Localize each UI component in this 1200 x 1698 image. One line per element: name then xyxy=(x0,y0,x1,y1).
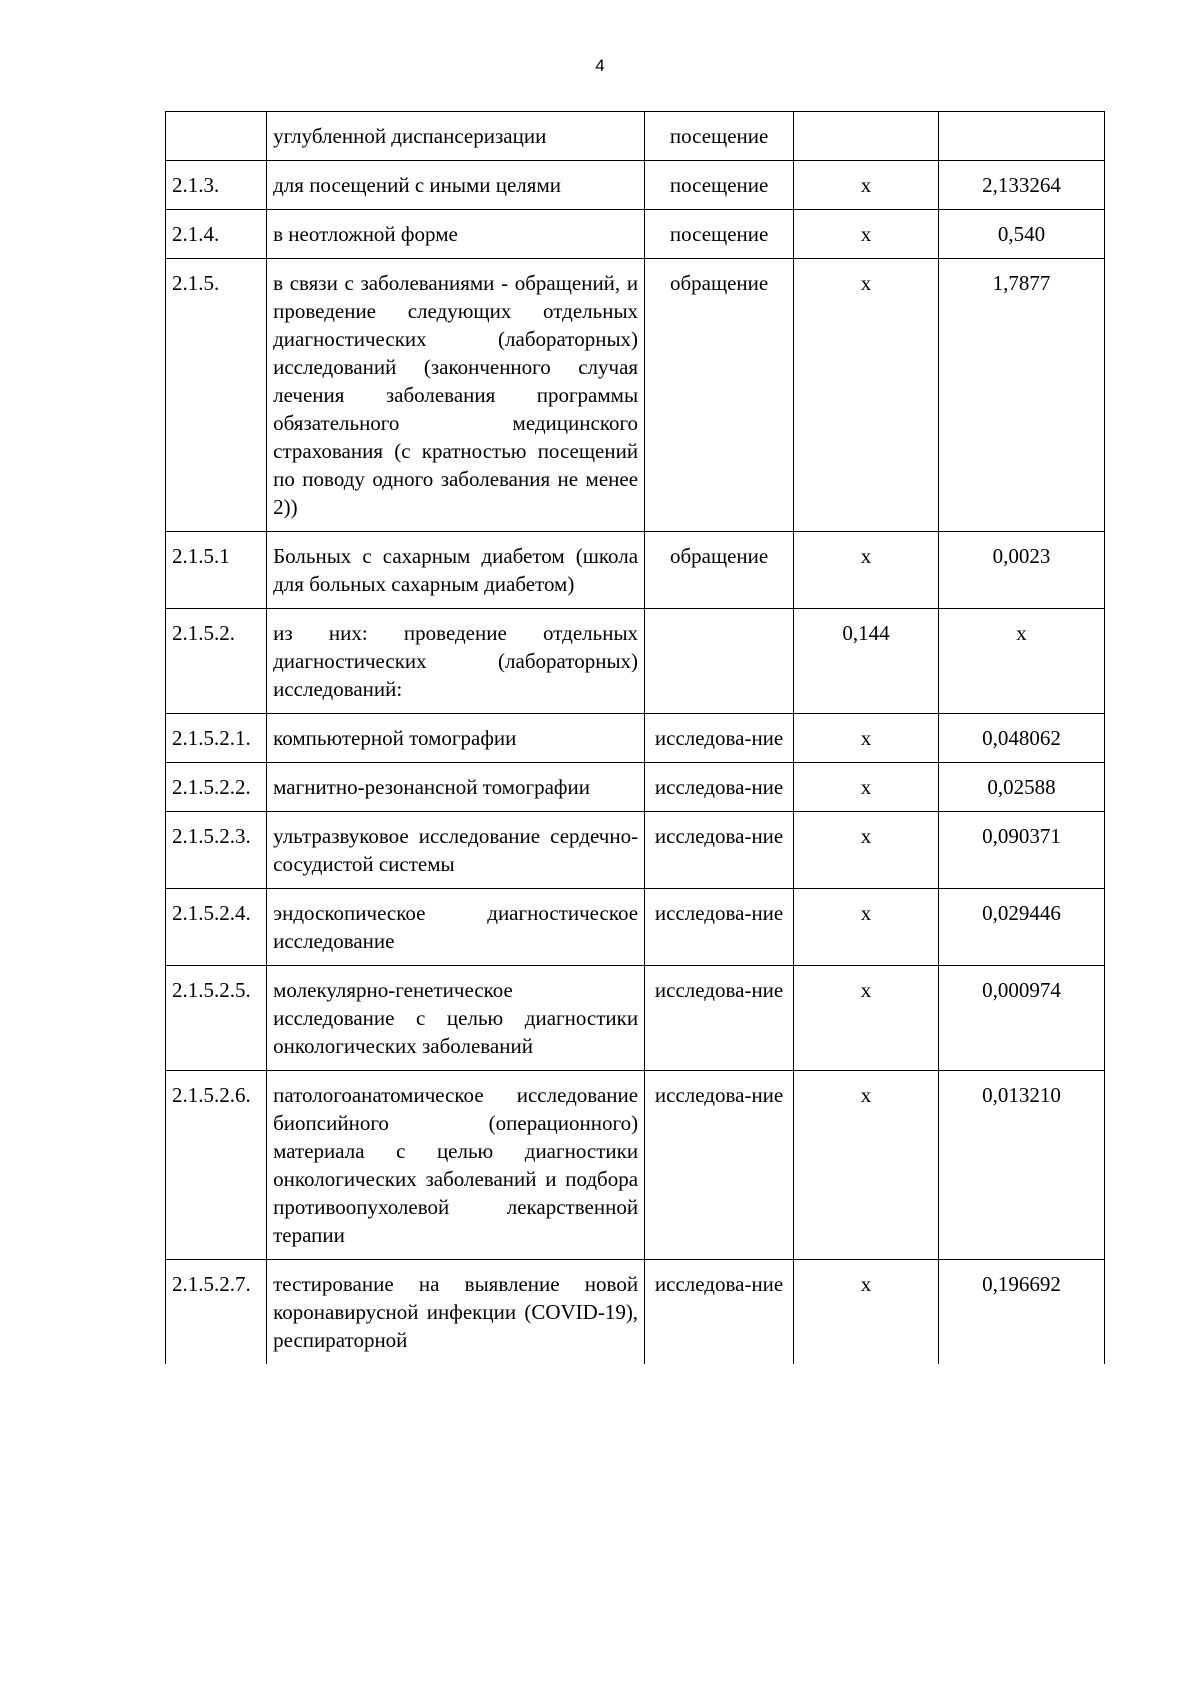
row-unit-cell: исследова-ние xyxy=(645,1071,794,1260)
row-unit-cell: исследова-ние xyxy=(645,763,794,812)
row-unit-cell: исследова-ние xyxy=(645,1260,794,1365)
row-unit-cell: посещение xyxy=(645,112,794,161)
row-name-cell: Больных с сахарным диабетом (школа для больных сахарным диабетом) xyxy=(267,532,645,609)
row-number-cell: 2.1.5.2.1. xyxy=(166,714,267,763)
row-value1-cell: х xyxy=(794,532,939,609)
row-value1-cell: 0,144 xyxy=(794,609,939,714)
table-row xyxy=(166,714,1105,763)
row-number-cell: 2.1.5.2.4. xyxy=(166,889,267,966)
row-value2-cell: 0,196692 xyxy=(938,1260,1104,1365)
row-value2-cell: х xyxy=(938,609,1104,714)
row-value2-cell: 0,0023 xyxy=(938,532,1104,609)
row-value2-cell: 0,048062 xyxy=(938,714,1104,763)
table-row xyxy=(166,1071,1105,1260)
row-name-cell: в связи с заболеваниями - обращений, и проведение следующих отдельных диагностических (лабораторных) исследований (законченного случая лечения заболевания программы обязательного медицинского страхования (с кратностью посещений по поводу одного заболевания не менее 2)) xyxy=(267,259,645,532)
row-name-cell: углубленной диспансеризации xyxy=(267,112,645,161)
row-value1-cell: х xyxy=(794,1260,939,1365)
row-name-cell: молекулярно-генетическое исследование с целью диагностики онкологических заболеваний xyxy=(267,966,645,1071)
row-value2-cell xyxy=(938,112,1104,161)
row-unit-cell: исследова-ние xyxy=(645,714,794,763)
row-value1-cell: х xyxy=(794,1071,939,1260)
row-value1-cell: х xyxy=(794,966,939,1071)
table-row xyxy=(166,966,1105,1071)
row-number-cell: 2.1.4. xyxy=(166,210,267,259)
row-number-cell: 2.1.3. xyxy=(166,161,267,210)
row-name-cell: тестирование на выявление новой коронавирусной инфекции (COVID-19), респираторной xyxy=(267,1260,645,1365)
table-row xyxy=(166,812,1105,889)
row-name-cell: компьютерной томографии xyxy=(267,714,645,763)
row-name-cell: патологоанатомическое исследование биопсийного (операционного) материала с целью диагностики онкологических заболеваний и подбора противоопухолевой лекарственной терапии xyxy=(267,1071,645,1260)
row-value1-cell: х xyxy=(794,763,939,812)
row-value1-cell: х xyxy=(794,259,939,532)
row-value2-cell: 0,013210 xyxy=(938,1071,1104,1260)
row-unit-cell: посещение xyxy=(645,161,794,210)
row-name-cell: эндоскопическое диагностическое исследование xyxy=(267,889,645,966)
row-value2-cell: 0,540 xyxy=(938,210,1104,259)
row-number-cell: 2.1.5.2.6. xyxy=(166,1071,267,1260)
row-value1-cell: х xyxy=(794,889,939,966)
table-row xyxy=(166,532,1105,609)
row-unit-cell: исследова-ние xyxy=(645,966,794,1071)
volumes-table xyxy=(165,111,1105,1364)
row-value1-cell: х xyxy=(794,210,939,259)
row-unit-cell: обращение xyxy=(645,532,794,609)
row-value1-cell: х xyxy=(794,161,939,210)
row-value1-cell: х xyxy=(794,714,939,763)
row-number-cell xyxy=(166,112,267,161)
page-number: 4 xyxy=(595,56,605,75)
table-row xyxy=(166,161,1105,210)
row-value2-cell: 0,02588 xyxy=(938,763,1104,812)
row-name-cell: в неотложной форме xyxy=(267,210,645,259)
row-number-cell: 2.1.5.1 xyxy=(166,532,267,609)
table-row xyxy=(166,112,1105,161)
row-unit-cell: исследова-ние xyxy=(645,812,794,889)
row-value2-cell: 0,090371 xyxy=(938,812,1104,889)
row-value2-cell: 0,029446 xyxy=(938,889,1104,966)
row-unit-cell xyxy=(645,609,794,714)
row-number-cell: 2.1.5.2.5. xyxy=(166,966,267,1071)
row-number-cell: 2.1.5.2.2. xyxy=(166,763,267,812)
table-row xyxy=(166,763,1105,812)
row-unit-cell: посещение xyxy=(645,210,794,259)
row-number-cell: 2.1.5.2.7. xyxy=(166,1260,267,1365)
row-value2-cell: 1,7877 xyxy=(938,259,1104,532)
row-value2-cell: 2,133264 xyxy=(938,161,1104,210)
row-value1-cell xyxy=(794,112,939,161)
row-number-cell: 2.1.5. xyxy=(166,259,267,532)
row-name-cell: из них: проведение отдельных диагностических (лабораторных) исследований: xyxy=(267,609,645,714)
table-row xyxy=(166,609,1105,714)
row-unit-cell: обращение xyxy=(645,259,794,532)
row-name-cell: ультразвуковое исследование сердечно-сосудистой системы xyxy=(267,812,645,889)
row-number-cell: 2.1.5.2.3. xyxy=(166,812,267,889)
table-row xyxy=(166,1260,1105,1365)
row-unit-cell: исследова-ние xyxy=(645,889,794,966)
row-name-cell: для посещений с иными целями xyxy=(267,161,645,210)
row-value1-cell: х xyxy=(794,812,939,889)
row-name-cell: магнитно-резонансной томографии xyxy=(267,763,645,812)
table-row xyxy=(166,259,1105,532)
table-row xyxy=(166,889,1105,966)
row-number-cell: 2.1.5.2. xyxy=(166,609,267,714)
table-row xyxy=(166,210,1105,259)
row-value2-cell: 0,000974 xyxy=(938,966,1104,1071)
